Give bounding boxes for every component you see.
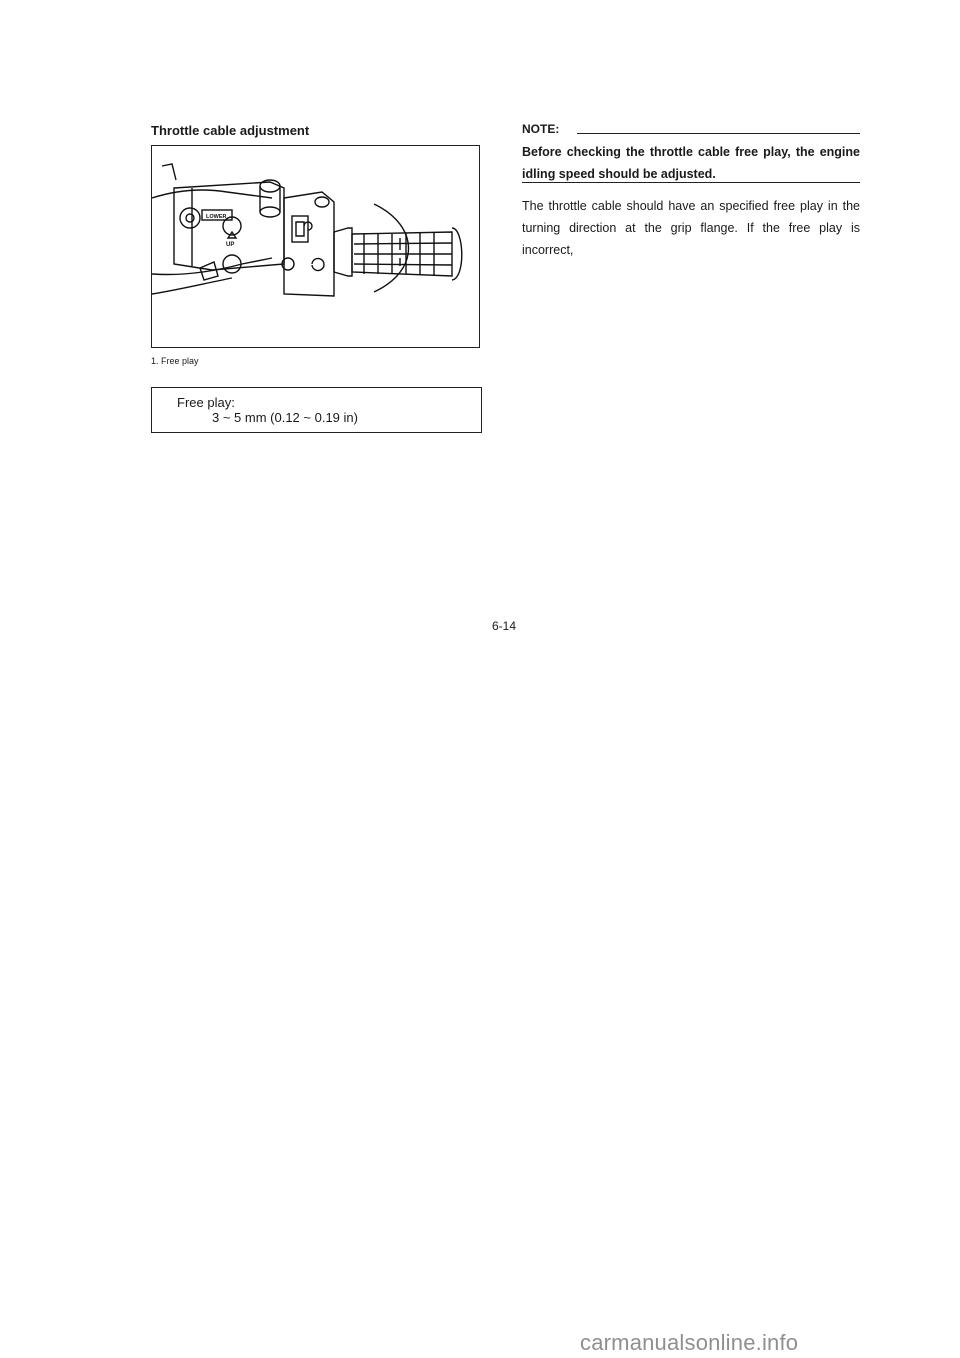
cable-lower (152, 278, 232, 294)
spec-box (151, 387, 482, 433)
handlebar-upper-edge (152, 190, 272, 198)
watermark: carmanualsonline.info (580, 1330, 799, 1355)
note-label: NOTE: (522, 122, 560, 136)
spec-value: 3 ~ 5 mm (0.12 ~ 0.19 in) (212, 410, 358, 425)
switch-window (292, 216, 308, 242)
housing-symbol (312, 259, 324, 271)
lower-label: LOWER (206, 214, 227, 220)
grip-end (452, 228, 462, 280)
note-header (522, 122, 860, 136)
body-paragraph: The throttle cable should have an specified free play in the turning direction at the grip flange. If the free play is incorrect, (522, 199, 860, 257)
grip-flange (334, 228, 352, 276)
lever-perch (174, 182, 284, 270)
throttle-housing (284, 192, 334, 296)
up-label: UP (226, 242, 235, 248)
page-number: 6-14 (492, 619, 517, 633)
spec-label: Free play: (177, 395, 235, 410)
note-end-rule (522, 182, 860, 183)
free-play-arc (374, 204, 409, 292)
figure-caption: 1. Free play (151, 356, 199, 366)
handlebar-illustration (152, 146, 479, 347)
lower-knob (180, 208, 200, 228)
section-title: Throttle cable adjustment (151, 123, 310, 138)
throttle-figure (151, 145, 480, 348)
note-text: Before checking the throttle cable free play, the engine idling speed should be adjusted. (522, 145, 860, 181)
note-rule (577, 133, 860, 134)
